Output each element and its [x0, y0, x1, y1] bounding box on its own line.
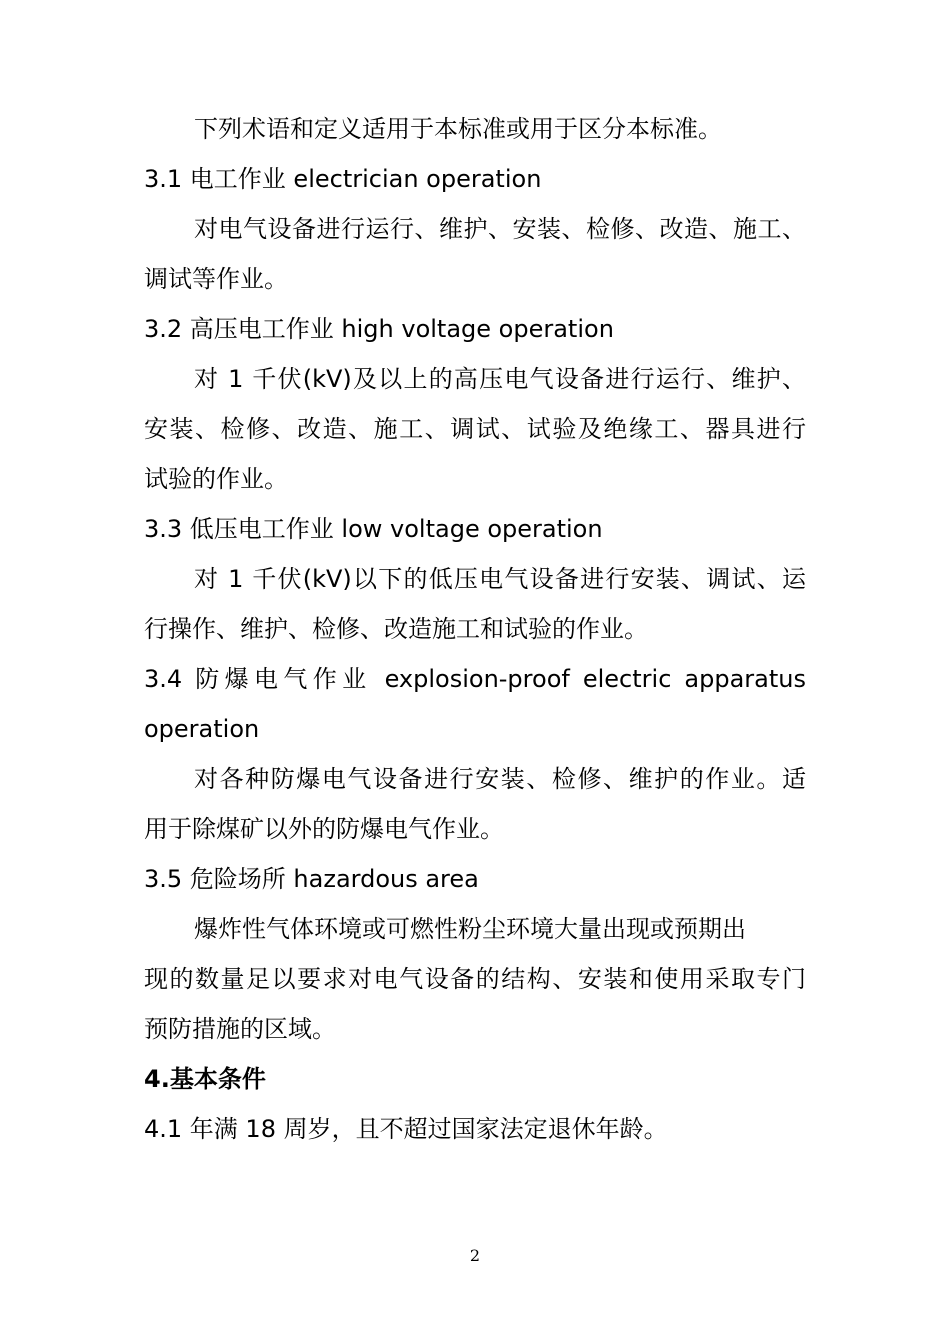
term-heading-3-4-continued: operation: [144, 715, 260, 743]
term-heading-3-2: 3.2 高压电工作业 high voltage operation: [144, 315, 614, 343]
term-heading-3-3: 3.3 低压电工作业 low voltage operation: [144, 515, 603, 543]
definition-3-5-line-2: 现的数量足以要求对电气设备的结构、安装和使用采取专门: [144, 965, 806, 993]
term-heading-3-5: 3.5 危险场所 hazardous area: [144, 865, 479, 893]
term-heading-3-4: 3.4 防爆电气作业 explosion-proof electric apparatus: [144, 665, 806, 693]
definition-3-1-line-2: 调试等作业。: [144, 265, 288, 293]
definition-3-5-line-3: 预防措施的区域。: [144, 1015, 336, 1043]
page-number: 2: [469, 1246, 481, 1265]
definition-3-1-line-1: 对电气设备进行运行、维护、安装、检修、改造、施工、: [194, 215, 806, 243]
definition-3-3-line-2: 行操作、维护、检修、改造施工和试验的作业。: [144, 615, 648, 643]
definition-3-2-line-2: 安装、检修、改造、施工、调试、试验及绝缘工、器具进行: [144, 415, 806, 443]
definition-3-4-line-2: 用于除煤矿以外的防爆电气作业。: [144, 815, 504, 843]
term-heading-3-1: 3.1 电工作业 electrician operation: [144, 165, 542, 193]
section-heading-4: 4.基本条件: [144, 1065, 266, 1093]
condition-4-1: 4.1 年满 18 周岁，且不超过国家法定退休年龄。: [144, 1115, 668, 1143]
definition-3-2-line-3: 试验的作业。: [144, 465, 288, 493]
document-body: [144, 104, 806, 1154]
definition-3-3-line-1: 对 1 千伏(kV)以下的低压电气设备进行安装、调试、运: [194, 565, 806, 593]
intro-paragraph: 下列术语和定义适用于本标准或用于区分本标准。: [194, 115, 722, 143]
definition-3-2-line-1: 对 1 千伏(kV)及以上的高压电气设备进行运行、维护、: [194, 365, 806, 393]
definition-3-4-line-1: 对各种防爆电气设备进行安装、检修、维护的作业。适: [194, 765, 806, 793]
definition-3-5-line-1: 爆炸性气体环境或可燃性粉尘环境大量出现或预期出: [194, 915, 746, 943]
